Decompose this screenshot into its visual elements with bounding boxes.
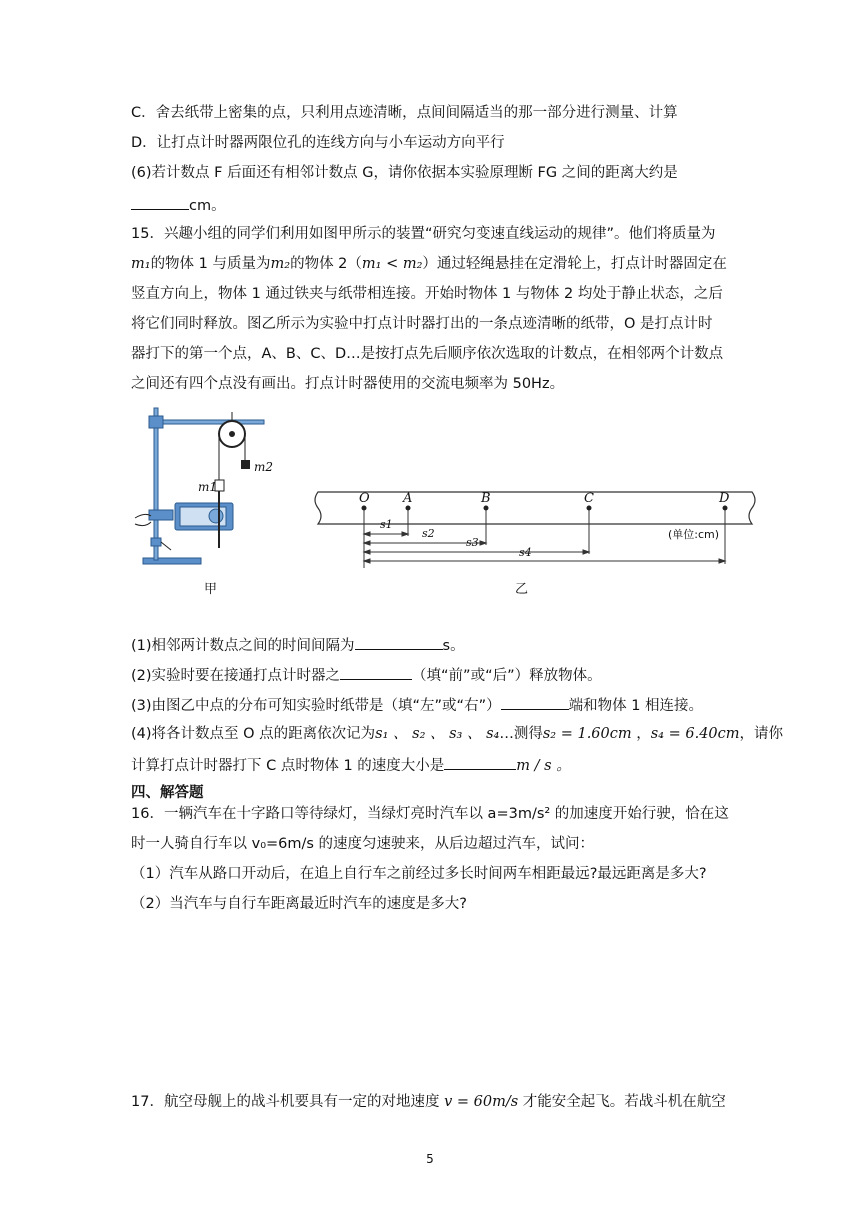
question-15-line2 bbox=[131, 254, 727, 274]
page-number: 5 bbox=[426, 1152, 434, 1166]
sub-question-1 bbox=[131, 634, 465, 656]
text: (2)实验时要在接通打点计时器之 bbox=[131, 668, 341, 684]
text: s。 bbox=[442, 638, 465, 654]
section-heading: 四、解答题 bbox=[131, 785, 204, 801]
question-15-line5: 器打下的第一个点，A、B、C、D…是按打点先后顺序依次选取的计数点，在相邻两个计数点 bbox=[131, 346, 724, 362]
span-label-s4: s4 bbox=[519, 546, 532, 559]
span-label-s3: s3 bbox=[466, 536, 479, 549]
answer-blank[interactable] bbox=[501, 694, 569, 710]
mass-condition: m₁ < m₂ bbox=[361, 256, 423, 272]
tape-point-b bbox=[484, 506, 489, 511]
span-label-s2: s2 bbox=[422, 527, 435, 540]
tape-point-a bbox=[406, 506, 411, 511]
text: 17．航空母舰上的战斗机要具有一定的对地速度 bbox=[131, 1094, 440, 1110]
answer-blank[interactable] bbox=[340, 664, 412, 680]
tape-point-o bbox=[362, 506, 367, 511]
tape-label-c: C bbox=[584, 491, 594, 506]
tape-label-o: O bbox=[359, 491, 370, 506]
span-label-s1: s1 bbox=[380, 518, 393, 531]
sub-question-3 bbox=[131, 694, 703, 716]
text: (3)由图乙中点的分布可知实验时纸带是（填“左”或“右”） bbox=[131, 698, 501, 714]
text: 才能安全起飞。若战斗机在航空 bbox=[522, 1094, 726, 1110]
text: ，请你 bbox=[739, 726, 784, 742]
option-c: C．舍去纸带上密集的点，只利用点迹清晰，点间间隔适当的那一部分进行测量、计算 bbox=[131, 105, 678, 121]
question-6-line2 bbox=[131, 194, 226, 216]
question-15-line1: 15．兴趣小组的同学们利用如图甲所示的装置“研究匀变速直线运动的规律”。他们将质量为 bbox=[131, 226, 716, 242]
s4-value: s₄ = 6.40cm bbox=[650, 726, 740, 742]
question-6-line1: (6)若计数点 F 后面还有相邻计数点 G，请你依据本实验原理断 FG 之间的距离大约是 bbox=[131, 165, 678, 181]
text: 计算打点计时器打下 C 点时物体 1 的速度大小是 bbox=[131, 758, 445, 774]
text: 的物体 1 与质量为 bbox=[150, 256, 271, 272]
unit-label: (单位:cm) bbox=[668, 528, 720, 541]
speed-value: v = 60m/s bbox=[444, 1094, 519, 1110]
text: 的物体 2（ bbox=[290, 256, 362, 272]
tape-label-d: D bbox=[719, 491, 730, 506]
mass-m1: m₁ bbox=[131, 256, 151, 272]
mass-m2: m₂ bbox=[270, 256, 291, 272]
text: ）通过轻绳悬挂在定滑轮上，打点计时器固定在 bbox=[422, 256, 727, 272]
option-d: D．让打点计时器两限位孔的连线方向与小车运动方向平行 bbox=[131, 135, 505, 151]
question-16-part2: （2）当汽车与自行车距离最近时汽车的速度是多大? bbox=[131, 896, 467, 912]
tape-label-a: A bbox=[403, 491, 413, 506]
text: …测得 bbox=[499, 726, 543, 742]
question-15-line6: 之间还有四个点没有画出。打点计时器使用的交流电频率为 50Hz。 bbox=[131, 376, 565, 392]
figure-jia-apparatus bbox=[125, 400, 275, 600]
question-16-line2: 时一人骑自行车以 v₀=6m/s 的速度匀速驶来，从后边超过汽车，试问： bbox=[131, 836, 595, 852]
answer-blank[interactable] bbox=[131, 194, 189, 210]
text: 端和物体 1 相连接。 bbox=[568, 698, 704, 714]
s2-value: s₂ = 1.60cm bbox=[542, 726, 632, 742]
question-16-line1: 16．一辆汽车在十字路口等待绿灯，当绿灯亮时汽车以 a=3m/s² 的加速度开始行驶，恰在这 bbox=[131, 806, 729, 822]
question-17-line1 bbox=[131, 1092, 726, 1112]
text: （填“前”或“后”）释放物体。 bbox=[412, 668, 602, 684]
tape-label-b: B bbox=[481, 491, 491, 506]
text: (4)将各计数点至 O 点的距离依次记为 bbox=[131, 726, 376, 742]
tape-point-d bbox=[723, 506, 728, 511]
figure-yi-caption: 乙 bbox=[515, 582, 529, 597]
answer-blank[interactable] bbox=[355, 634, 443, 650]
label-m1: m1 bbox=[198, 480, 218, 494]
unit-text: m / s 。 bbox=[516, 758, 571, 774]
tape-point-c bbox=[587, 506, 592, 511]
question-15-line4: 将它们同时释放。图乙所示为实验中打点计时器打出的一条点迹清晰的纸带，O 是打点计时 bbox=[131, 316, 713, 332]
question-16-part1: （1）汽车从路口开动后，在追上自行车之前经过多长时间两车相距最远?最远距离是多大? bbox=[131, 866, 707, 882]
label-m2: m2 bbox=[254, 460, 274, 474]
sub-question-4-line2 bbox=[131, 754, 571, 776]
sub-question-4-line1: (4)将各计数点至 O 点的距离依次记为s₁ 、 s₂ 、 s₃ 、 s₄…测得s₂ = 1.60cm ，s₄ = 6.40cm，请你 bbox=[131, 726, 784, 742]
sub-question-2 bbox=[131, 664, 602, 686]
text: (1)相邻两计数点之间的时间间隔为 bbox=[131, 638, 355, 654]
unit-text: cm。 bbox=[189, 198, 226, 214]
answer-blank[interactable] bbox=[444, 754, 516, 770]
distance-list: s₁ 、 s₂ 、 s₃ 、 s₄ bbox=[375, 726, 500, 742]
question-15-line3: 竖直方向上，物体 1 通过铁夹与纸带相连接。开始时物体 1 与物体 2 均处于静止状态，之后 bbox=[131, 286, 723, 302]
figure-jia-caption: 甲 bbox=[204, 582, 218, 597]
